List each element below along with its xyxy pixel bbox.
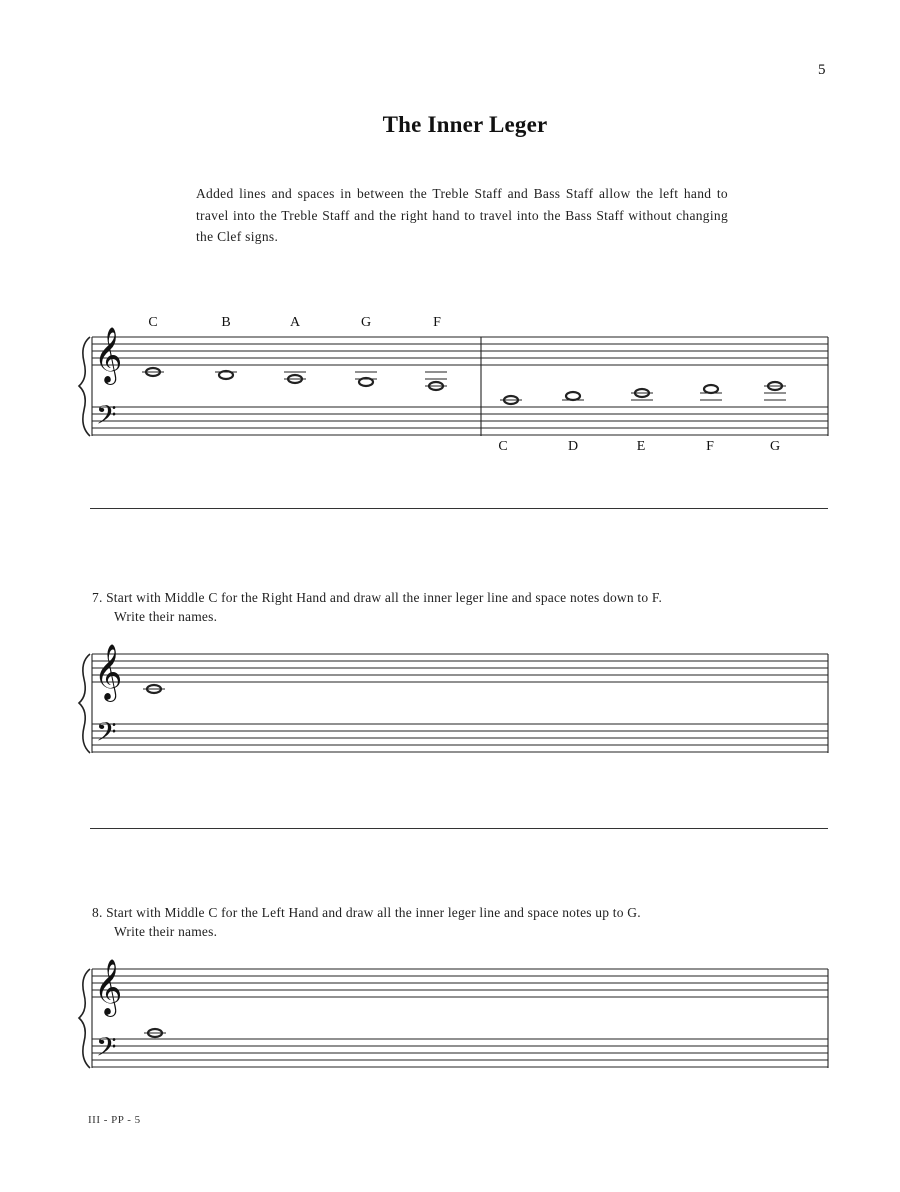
brace-icon — [79, 337, 90, 436]
brace-icon — [79, 969, 90, 1068]
exercise-7-grand-staff[interactable] — [0, 640, 900, 760]
note-label-lh-1: C — [498, 439, 508, 454]
note-label-lh-2: D — [567, 439, 579, 454]
bass-clef-icon: 𝄢 — [96, 1032, 117, 1068]
answer-line[interactable] — [90, 828, 828, 829]
treble-clef-icon: 𝄞 — [94, 961, 123, 1014]
note-label-lh-5: G — [769, 439, 781, 454]
note-label-rh-4: G — [360, 315, 372, 330]
intro-paragraph: Added lines and spaces in between the Treble Staff and Bass Staff allow the left hand to travel into the Treble Staff and the right hand to travel into the Bass Staff without changing the Clef signs. — [196, 186, 728, 244]
exercise-8-grand-staff[interactable] — [0, 958, 900, 1078]
answer-line[interactable] — [90, 508, 828, 509]
treble-clef-icon: 𝄞 — [94, 646, 123, 699]
brace-icon — [79, 654, 90, 753]
note-label-rh-1: C — [148, 315, 158, 330]
exercise-8-instruction-2: Write their names. — [114, 924, 218, 939]
note-label-rh-3: A — [289, 315, 301, 330]
exercise-7-instruction-2: Write their names. — [114, 609, 218, 624]
footer-code: III - PP - 5 — [88, 1114, 141, 1126]
treble-clef-icon: 𝄞 — [94, 329, 123, 382]
bass-clef-icon: 𝄢 — [96, 717, 117, 753]
example-grand-staff — [0, 300, 900, 470]
note-label-rh-5: F — [433, 315, 441, 330]
note-label-lh-3: E — [636, 439, 646, 454]
page-number: 5 — [818, 62, 826, 78]
exercise-8-instruction: 8. Start with Middle C for the Left Hand and draw all the inner leger line and space notes up to G. — [92, 905, 641, 920]
page-title: The Inner Leger — [382, 112, 548, 137]
note-label-rh-2: B — [221, 315, 231, 330]
exercise-7-instruction: 7. Start with Middle C for the Right Hand and draw all the inner leger line and space notes down to F. — [92, 590, 663, 605]
bass-clef-icon: 𝄢 — [96, 400, 117, 436]
note-label-lh-4: F — [706, 439, 714, 454]
